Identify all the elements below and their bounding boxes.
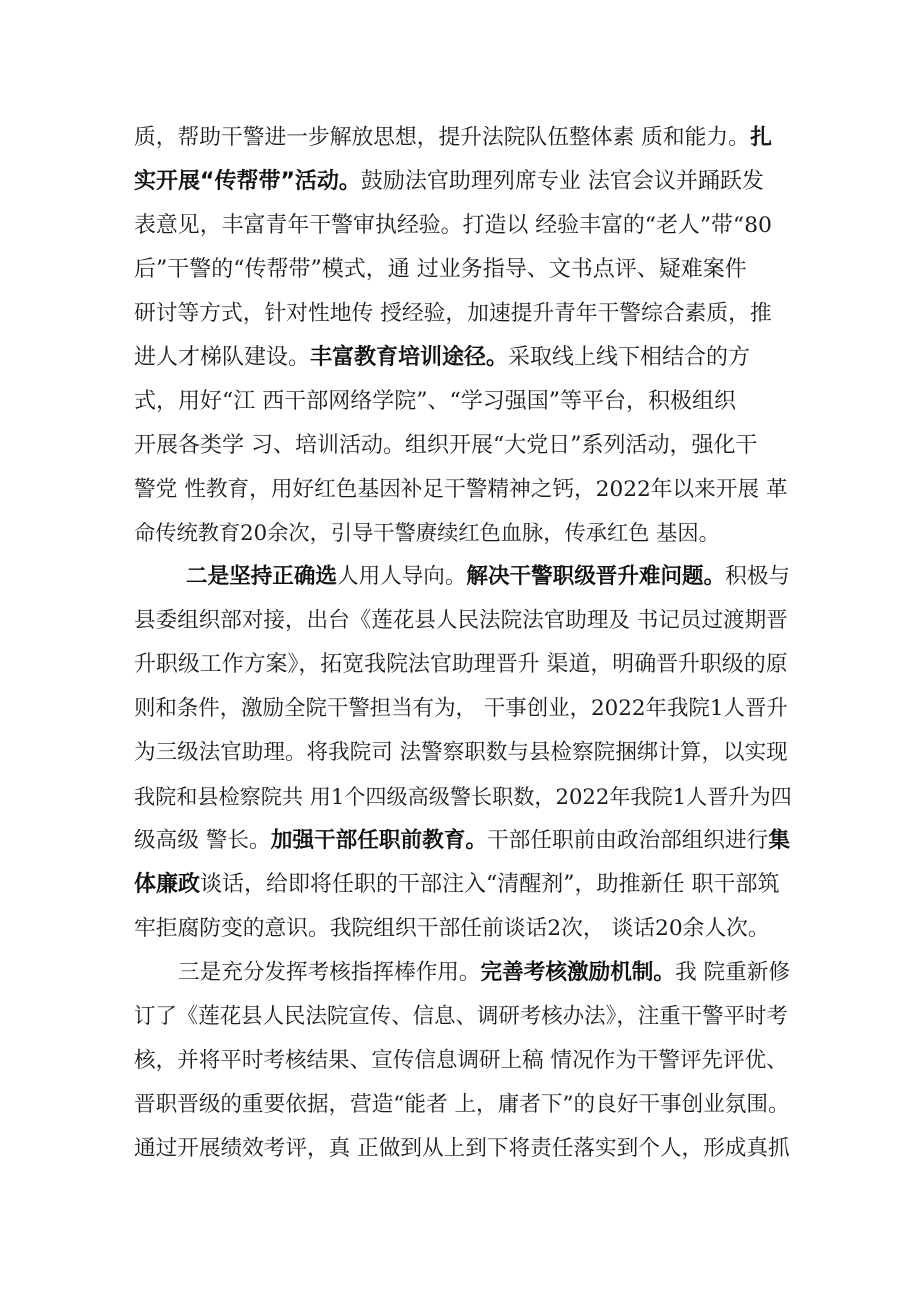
text-segment: 订了《莲花县人民法院宣传、信息、调研考核办法》，注重干警平时考 (134, 1004, 788, 1029)
text-line (0, 953, 920, 993)
text-line (0, 909, 920, 949)
text-segment: 开展各类学 习、培训活动。组织开展“大党日”系列活动，强化干 (134, 433, 758, 458)
bold-text-segment: 解决干警职级晋升难问题。 (466, 564, 726, 589)
text-line (0, 470, 920, 510)
text-segment: 干部任职前由政治部组织进行 (487, 828, 769, 853)
text-line (0, 689, 920, 729)
text-line (0, 426, 920, 466)
text-line (0, 1129, 920, 1169)
bold-text-segment: 实开展“传帮带”活动。 (134, 169, 361, 194)
text-line (0, 514, 920, 554)
text-line (0, 777, 920, 817)
text-segment: 三是充分发挥考核指挥棒作用。 (178, 960, 481, 985)
text-segment: 谈话，给即将任职的干部注入“清醒剂”，助推新任 职干部筑 (200, 872, 780, 897)
text-line (0, 821, 920, 861)
bold-text-segment: 集 (768, 828, 790, 853)
text-line (0, 118, 920, 158)
text-segment: 牢拒腐防变的意识。我院组织干部任前谈话2次， 谈话20余人次。 (134, 916, 770, 941)
text-line (0, 206, 920, 246)
bold-text-segment: 加强干部任职前教育。 (270, 828, 487, 853)
text-line (0, 645, 920, 685)
text-segment: 我 院重新修 (675, 960, 790, 985)
bold-text-segment: 完善考核激励机制。 (480, 960, 676, 985)
text-segment: 质，帮助干警进一步解放思想，提升法院队伍整体素 质和能力。 (134, 125, 750, 150)
text-segment: 我院和县检察院共 用1个四级高级警长职数，2022年我院1人晋升为四 (134, 784, 792, 809)
text-segment: 研讨等方式，针对性地传 授经验，加速提升青年干警综合素质，推 (134, 301, 772, 326)
bold-text-segment: 二是坚持正确选 (186, 564, 337, 589)
text-segment: 升职级工作方案》，拓宽我院法官助理晋升 渠道，明确晋升职级的原 (134, 652, 788, 677)
text-segment: 式，用好“江 西干部网络学院”、“学习强国”等平台，积极组织 (134, 389, 736, 414)
bold-text-segment: 体廉政 (134, 872, 201, 897)
text-segment: 级高级 警长。 (134, 828, 271, 853)
text-segment: 通过开展绩效考评，真 正做到从上到下将责任落实到个人，形成真抓 (134, 1136, 790, 1161)
text-segment: 警党 性教育，用好红色基因补足干警精神之钙，2022年以来开展 革 (134, 477, 788, 502)
text-segment: 采取线上线下相结合的方 (508, 345, 751, 370)
text-line (0, 1085, 920, 1125)
text-line (0, 162, 920, 202)
text-line (0, 294, 920, 334)
text-line (0, 733, 920, 773)
bold-text-segment: 扎 (750, 125, 772, 150)
text-segment: 鼓励法官助理列席专业 法官会议并踊跃发 (360, 169, 764, 194)
text-segment: 晋职晋级的重要依据，营造“能者 上，庸者下”的良好干事创业氛围。 (134, 1092, 790, 1117)
text-segment: 表意见，丰富青年干警审执经验。打造以 经验丰富的“老人”带“80 (134, 213, 772, 238)
text-segment: 核，并将平时考核结果、宣传信息调研上稿 情况作为干警评先评优、 (134, 1048, 788, 1073)
text-line (0, 1041, 920, 1081)
text-line (0, 601, 920, 641)
text-line (0, 865, 920, 905)
text-line (0, 382, 920, 422)
text-line (0, 338, 920, 378)
text-line (0, 557, 920, 597)
text-segment: 积极与 (725, 564, 790, 589)
text-segment: 为三级法官助理。将我院司 法警察职数与县检察院捆绑计算，以实现 (134, 740, 788, 765)
text-line (0, 250, 920, 290)
text-segment: 进人才梯队建设。 (134, 345, 311, 370)
text-segment: 县委组织部对接，出台《莲花县人民法院法官助理及 书记员过渡期晋 (134, 608, 788, 633)
text-segment: 命传统教育20余次，引导干警赓续红色血脉，传承红色 基因。 (134, 521, 720, 546)
text-segment: 则和条件，激励全院干警担当有为， 干事创业，2022年我院1人晋升 (134, 696, 788, 721)
text-segment: 人用人导向。 (337, 564, 467, 589)
text-segment: 后”干警的“传帮带”模式，通 过业务指导、文书点评、疑难案件 (134, 257, 747, 282)
bold-text-segment: 丰富教育培训途径。 (310, 345, 509, 370)
text-line (0, 997, 920, 1037)
